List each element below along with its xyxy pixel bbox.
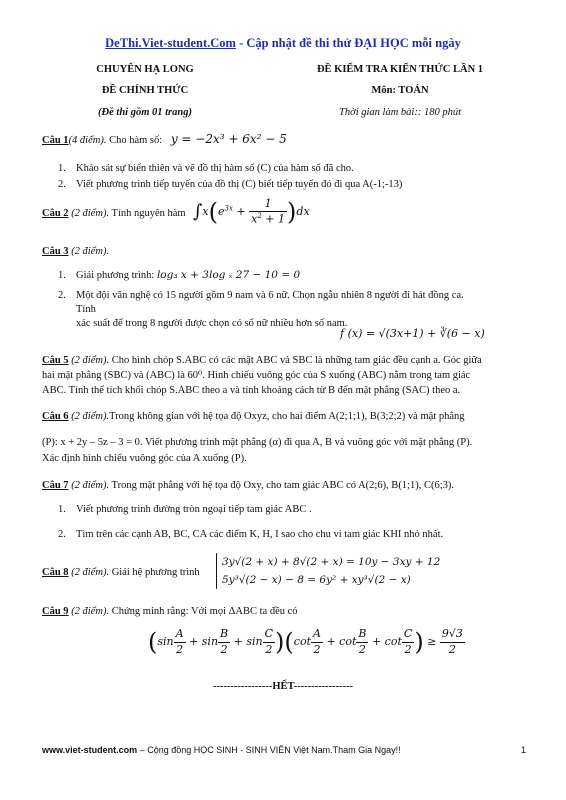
q6-points: (2 điểm). <box>68 411 110 422</box>
q6-line-2: (P): x + 2y – 5z – 3 = 0. Viết phương trình mặt phẳng (α) đi qua A, B và vuông góc với mặt phẳng (P). <box>42 437 473 448</box>
q3-item-2-c: xác suất để trong 8 người được chọn có số nữ nhiều hơn số nam. <box>76 318 348 329</box>
q9-points: (2 điểm). <box>68 606 110 617</box>
q6-line-3: Xác định hình chiếu vuông góc của A xuống (P). <box>42 453 247 464</box>
q8-points: (2 điểm). <box>68 567 110 578</box>
footer <box>42 744 532 756</box>
q3-item-2-b: Tính <box>76 304 96 315</box>
q1-formula: y = −2x³ + 6x² − 5 <box>170 132 287 146</box>
q2-integral: $\int x(e^{3x}$ + $\frac{1}{x^2 + 1}$ )dx <box>193 196 310 227</box>
question-1 <box>42 131 532 148</box>
q8-equation-2: 5y³√(2 − x) − 8 = 6y² + xy³√(2 − x) <box>222 574 411 586</box>
q3-points: (2 điểm). <box>68 246 110 257</box>
q1-points: (4 điểm). <box>68 135 107 146</box>
question-6: Câu 6 (2 điểm).Trong không gian với hệ tọa độ Oxyz, cho hai điểm A(2;1;1), B(3;2;2) và mặt phẳng <box>42 411 465 422</box>
page-count: (Đề thi gồm 01 trang) <box>98 107 192 118</box>
question-7: Câu 7 (2 điểm). Trong mặt phẳng với hệ tọa độ Oxy, cho tam giác ABC có A(2;6), B(1;1), C(6;3). <box>42 480 455 491</box>
q5-line-3: ABC. Tính thể tích khối chóp S.ABC theo a và tính khoảng cách từ B đến mặt phẳng (SAC) theo a. <box>42 385 461 396</box>
system-brace <box>216 553 217 589</box>
page-header <box>0 35 566 52</box>
q1-item-2: 2. Viết phương trình tiếp tuyến của đồ thị (C) biết tiếp tuyến đó đi qua A(-1;-13) <box>58 179 403 190</box>
q1-label: Câu 1 <box>42 135 69 146</box>
site-link[interactable]: DeThi.Viet-student.Com <box>105 36 236 50</box>
q3-label: Câu 3 <box>42 246 69 257</box>
q6-label: Câu 6 <box>42 411 69 422</box>
q3-item-2: 2. Một đội văn nghệ có 15 người gồm 9 nam và 6 nữ. Chọn ngẫu nhiên 8 người đi hát đồng ca. <box>58 290 464 301</box>
q1-item-1: 1. Khảo sát sự biến thiên và vẽ đồ thị hàm số (C) của hàm số đã cho. <box>58 163 354 174</box>
exam-time: Thời gian làm bài:: 180 phút <box>339 107 461 118</box>
q2-points: (2 điểm). <box>68 208 110 219</box>
q9-inequality: (sin $\frac{A}{2}$ + sin $\frac{B}{2}$ + sin $\frac{C}{2}$ )(cot $\frac{A}{2}$ + cot $\frac{B}{2}$ + cot $\frac{C}{2}$ ) ≥ $\frac{9√3}{2}$ <box>148 626 463 656</box>
q2-label: Câu 2 <box>42 208 69 219</box>
header-tagline: - Cập nhật đề thi thử ĐẠI HỌC mỗi ngày <box>235 36 461 50</box>
page-number: 1 <box>520 745 526 755</box>
exam-subject: Môn: TOÁN <box>371 85 429 96</box>
q2-text: Tính nguyên hàm <box>109 208 186 219</box>
q5-points: (2 điểm). <box>68 355 110 366</box>
q5-label: Câu 5 <box>42 355 69 366</box>
footer-link[interactable]: www.viet-student.com <box>42 745 138 755</box>
question-5: Câu 5 (2 điểm). Cho hình chóp S.ABC có các mặt ABC và SBC là những tam giác đều cạnh a. Góc giữa <box>42 355 482 366</box>
q7-item-2: 2. Tìm trên các cạnh AB, BC, CA các điểm K, H, I sao cho chu vi tam giác KHI nhỏ nhất. <box>58 529 444 540</box>
footer-text: – Cộng đồng HỌC SINH - SINH VIÊN Việt Nam.Tham Gia Ngay!! <box>137 745 401 755</box>
school-name: CHUYÊN HẠ LONG <box>96 64 194 75</box>
q3-item-1: 1. Giải phương trình: log₃ x + 3log ₓ 27 − 10 = 0 <box>58 269 301 281</box>
q9-text: Chứng minh rằng: Với mọi ΔABC ta đều có <box>109 606 298 617</box>
question-9 <box>42 605 532 619</box>
q8-equation-1: 3y√(2 + x) + 8√(2 + x) = 10y − 3xy + 12 <box>222 556 441 568</box>
q7-item-1: 1. Viết phương trình đường tròn ngoại tiếp tam giác ABC . <box>58 504 312 515</box>
q7-label: Câu 7 <box>42 480 69 491</box>
official-label: ĐỀ CHÍNH THỨC <box>101 85 189 96</box>
q3-function: f (x) = √(3x+1) + ∛(6 − x) <box>340 327 485 340</box>
end-marker: -----------------HẾT----------------- <box>212 681 354 692</box>
exam-title: ĐỀ KIỂM TRA KIẾN THỨC LẦN 1 <box>316 64 484 75</box>
q8-text: Giải hệ phương trình <box>109 567 200 578</box>
question-3 <box>42 245 532 259</box>
q1-text: Cho hàm số: <box>106 135 163 146</box>
q5-line-2: hai mặt phẳng (SBC) và (ABC) là 60⁰. Hình chiếu vuông góc của S xuống (ABC) nằm trong tam giác <box>42 370 471 381</box>
q9-label: Câu 9 <box>42 606 69 617</box>
q7-points: (2 điểm). <box>68 480 110 491</box>
q8-label: Câu 8 <box>42 567 69 578</box>
